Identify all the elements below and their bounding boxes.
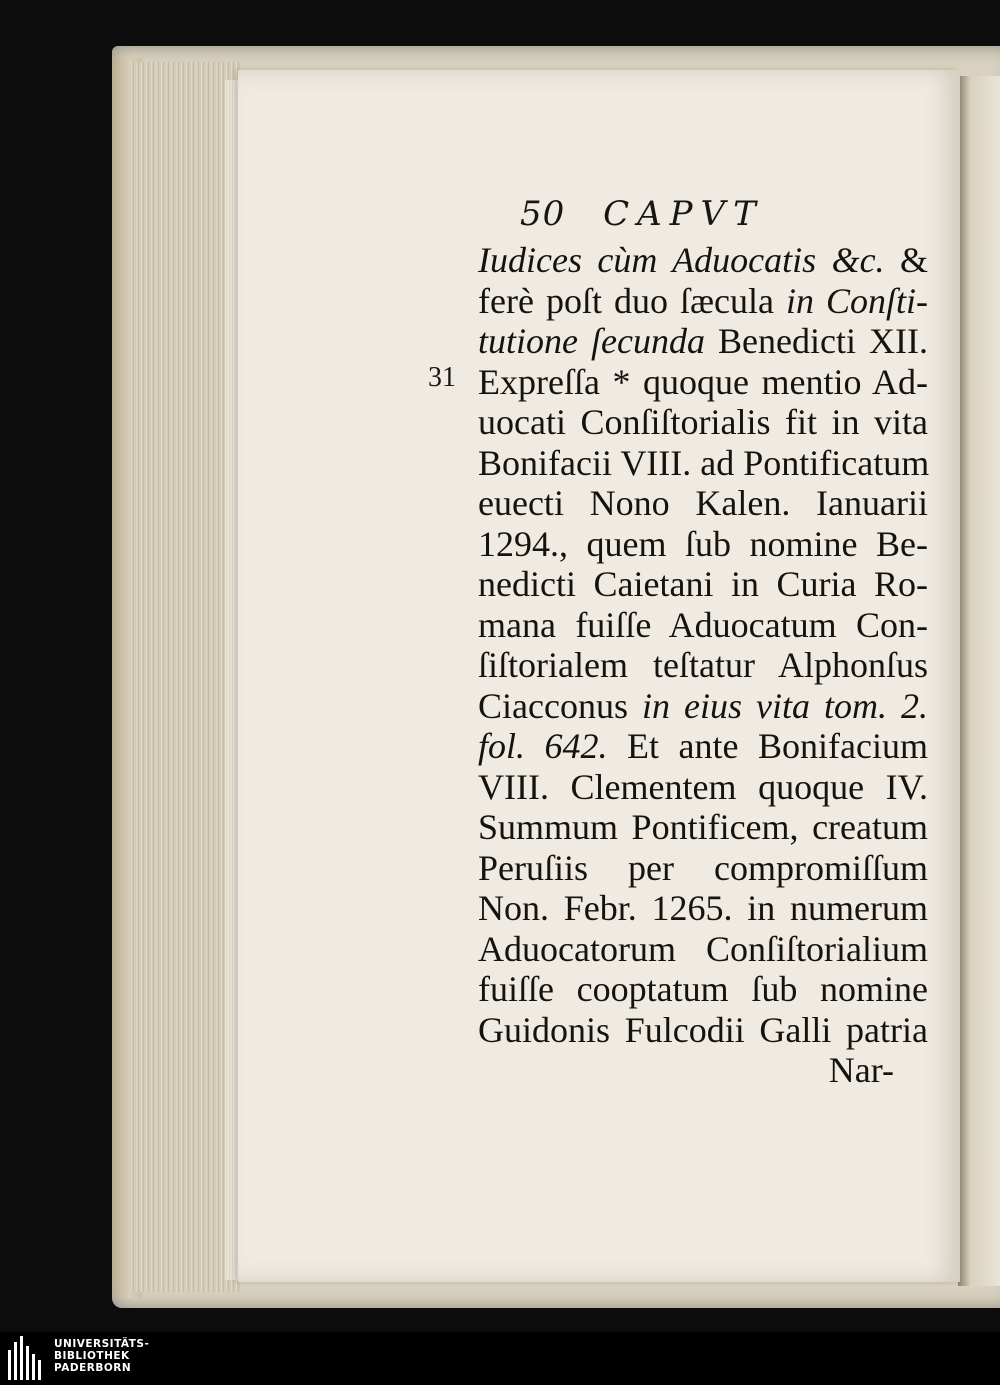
text-line: ferè poſt duo ſæcula in Conſti- [478, 280, 928, 321]
text-line: uocati Conſiſtorialis fit in vita [478, 402, 928, 442]
text-line: euecti Nono Kalen. Ianuarii [478, 483, 928, 523]
footer-bar [0, 1332, 1000, 1385]
text-line: Bonifacii VIII. ad Pontificatum [478, 442, 930, 483]
text-line: ſiſtorialem teſtatur Alphonſus [478, 645, 928, 685]
text-line: Summum Pontificem, creatum [478, 807, 928, 847]
text-line: Peruſiis per compromiſſum [478, 847, 928, 888]
text-line: fol. 642. Et ante Bonifacium [478, 726, 928, 766]
text-line: Ciacconus in eius vita tom. 2. [478, 685, 928, 726]
page-number: 50 [520, 194, 566, 234]
catchword: Nar- [828, 1050, 894, 1090]
page-header [520, 194, 764, 242]
text-line: Non. Febr. 1265. in numerum [478, 888, 928, 928]
facing-page-edge [958, 76, 1000, 1286]
text-line: Iudices cùm Aduocatis &c. & [478, 240, 928, 280]
library-logo-icon [8, 1336, 52, 1380]
text-line: Expreſſa * quoque mentio Ad- [478, 361, 928, 402]
running-title: CAPVT [603, 194, 764, 234]
library-logo-text: UNIVERSITÄTS- BIBLIOTHEK PADERBORN [54, 1338, 150, 1374]
text-line: Aduocatorum Conſiſtorialium [478, 928, 928, 969]
text-line: mana fuiſſe Aduocatum Con- [478, 604, 928, 645]
text-line: Guidonis Fulcodii Galli patria [478, 1009, 928, 1050]
text-line: VIII. Clementem quoque IV. [478, 766, 928, 807]
text-line: 1294., quem ſub nomine Be- [478, 523, 928, 564]
text-line: fuiſſe cooptatum ſub nomine [478, 969, 928, 1009]
page-stack [225, 80, 239, 1280]
body-text [478, 240, 928, 1091]
page-edges [130, 62, 240, 1292]
text-line: nedicti Caietani in Curia Ro- [478, 564, 928, 604]
margin-number: 31 [428, 362, 456, 393]
text-line: tutione ſecunda Benedicti XII. [478, 321, 928, 361]
